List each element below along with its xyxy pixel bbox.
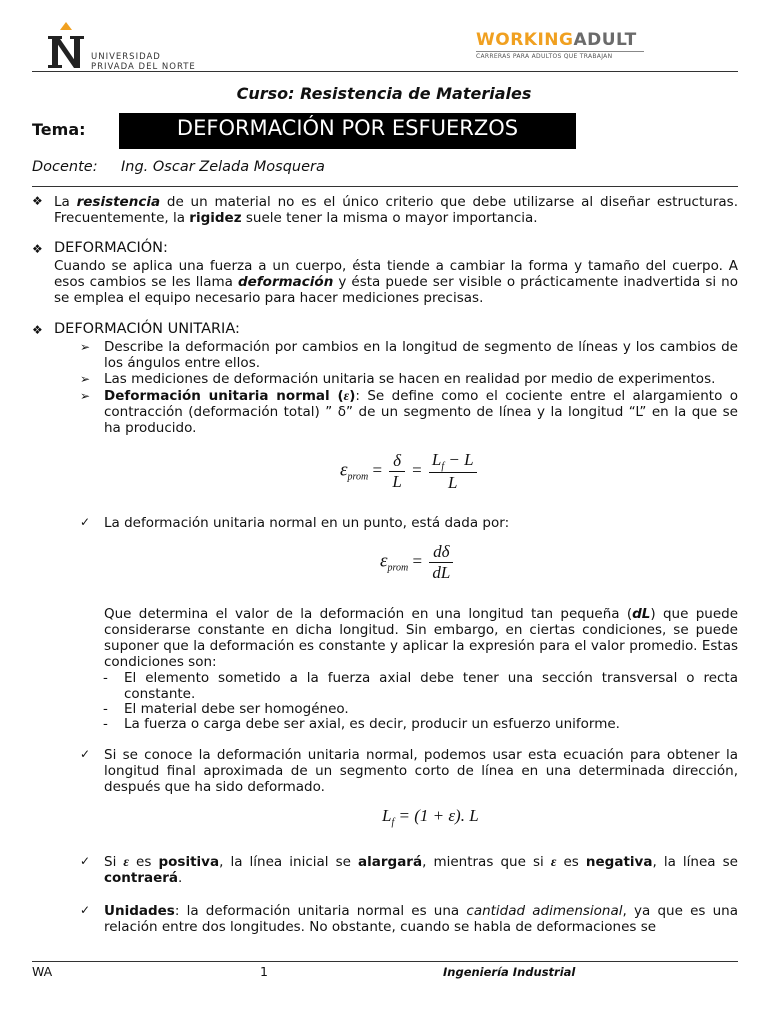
upn-emblem-icon (46, 22, 86, 72)
workingadult-logo-part1: WORKING (476, 30, 574, 50)
condition-item: El elemento sometido a la fuerza axial debe tener una sección transversal o recta constante. (124, 670, 738, 702)
dash-bullet: - (103, 701, 108, 717)
tema-label: Tema: (32, 120, 86, 139)
footer-right: Ingeniería Industrial (443, 965, 576, 979)
final-length-text: Si se conoce la deformación unitaria normal, podemos usar esta ecuación para obtener la longitud final aproximada de un segmento corto de línea en una determinada dirección, después que ha sido deformado. (104, 747, 738, 795)
condition-item: La fuerza o carga debe ser axial, es decir, producir un esfuerzo uniforme. (124, 716, 620, 732)
docente-name: Ing. Oscar Zelada Mosquera (121, 159, 325, 175)
deformacion-paragraph: Cuando se aplica una fuerza a un cuerpo, ésta tiende a cambiar la forma y tamaño del cuerpo. A esos cambios se les llama deformación y ésta puede ser visible o prácticamente inadvertida si no se emplea el equipo necesario para hacer mediciones precisas. (54, 258, 738, 306)
course-title: Curso: Resistencia de Materiales (236, 84, 532, 103)
page-number: 1 (260, 964, 268, 979)
tema-title: DEFORMACIÓN POR ESFUERZOS (176, 116, 519, 140)
du-item-1: Describe la deformación por cambios en la longitud de segmento de líneas y los cambios de los ángulos entre ellos. (104, 339, 738, 371)
footer-rule (32, 961, 738, 962)
arrow-bullet-icon: ➢ (80, 372, 91, 386)
docente-label: Docente: (32, 159, 98, 175)
check-bullet-icon: ✓ (80, 747, 91, 761)
strain-at-point-text: La deformación unitaria normal en un punto, está dada por: (104, 515, 510, 531)
upn-logo-line1: UNIVERSIDAD (91, 52, 161, 62)
du-item-2: Las mediciones de deformación unitaria se hacen en realidad por medio de experimentos. (104, 371, 716, 387)
intro-paragraph: La resistencia de un material no es el único criterio que debe utilizarse al diseñar estructuras. Frecuentemente, la rigidez suele tener la misma o mayor importancia. (54, 194, 738, 226)
conditions-intro: Que determina el valor de la deformación en una longitud tan pequeña (dL) que puede considerarse constante en dicha longitud. Sin embargo, en ciertas condiciones, se puede suponer que la deformación es constante y aplicar la expresión para el valor promedio. Estas condiciones son: (104, 606, 738, 670)
sign-text: Si ε es positiva, la línea inicial se alargará, mientras que si ε es negativa, la línea se contraerá. (104, 854, 738, 886)
arrow-bullet-icon: ➢ (80, 389, 91, 403)
deformacion-heading: DEFORMACIÓN: (54, 240, 168, 256)
diamond-bullet-icon: ❖ (32, 323, 43, 337)
dash-bullet: - (103, 670, 108, 686)
check-bullet-icon: ✓ (80, 515, 91, 529)
diamond-bullet-icon: ❖ (32, 194, 43, 208)
deformacion-unitaria-heading: DEFORMACIÓN UNITARIA: (54, 321, 240, 337)
units-text: Unidades: la deformación unitaria normal es una cantidad adimensional, ya que es una relación entre dos longitudes. No obstante, cuando se habla de deformaciones se (104, 903, 738, 935)
diamond-bullet-icon: ❖ (32, 242, 43, 256)
arrow-bullet-icon: ➢ (80, 340, 91, 354)
equation-final-length: $L_f = (1 + \varepsilon)$. L (382, 806, 479, 828)
workingadult-logo (476, 30, 646, 64)
check-bullet-icon: ✓ (80, 854, 91, 868)
dash-bullet: - (103, 716, 108, 732)
upn-logo-line2: PRIVADA DEL NORTE (91, 62, 196, 72)
upn-logo (46, 22, 216, 72)
equation-average-strain: $\varepsilon_{prom}$ = $\frac{\delta}{L}$ = $\frac{L_f - L}{L}$ (340, 450, 480, 493)
footer-left: WA (32, 964, 53, 979)
check-bullet-icon: ✓ (80, 903, 91, 917)
workingadult-logo-part2: ADULT (573, 30, 637, 50)
equation-point-strain: $\varepsilon_{prom}$ = $\frac{d\delta}{dL}$ (380, 542, 456, 583)
du-item-3: Deformación unitaria normal (ε): Se define como el cociente entre el alargamiento o contracción (deformación total) ” δ” de un segmento de línea y la longitud “L” en la que se ha producido. (104, 388, 738, 436)
header-rule (32, 71, 738, 72)
title-rule (32, 186, 738, 187)
condition-item: El material debe ser homogéneo. (124, 701, 349, 717)
workingadult-tagline: CARRERAS PARA ADULTOS QUE TRABAJAN (476, 53, 613, 60)
